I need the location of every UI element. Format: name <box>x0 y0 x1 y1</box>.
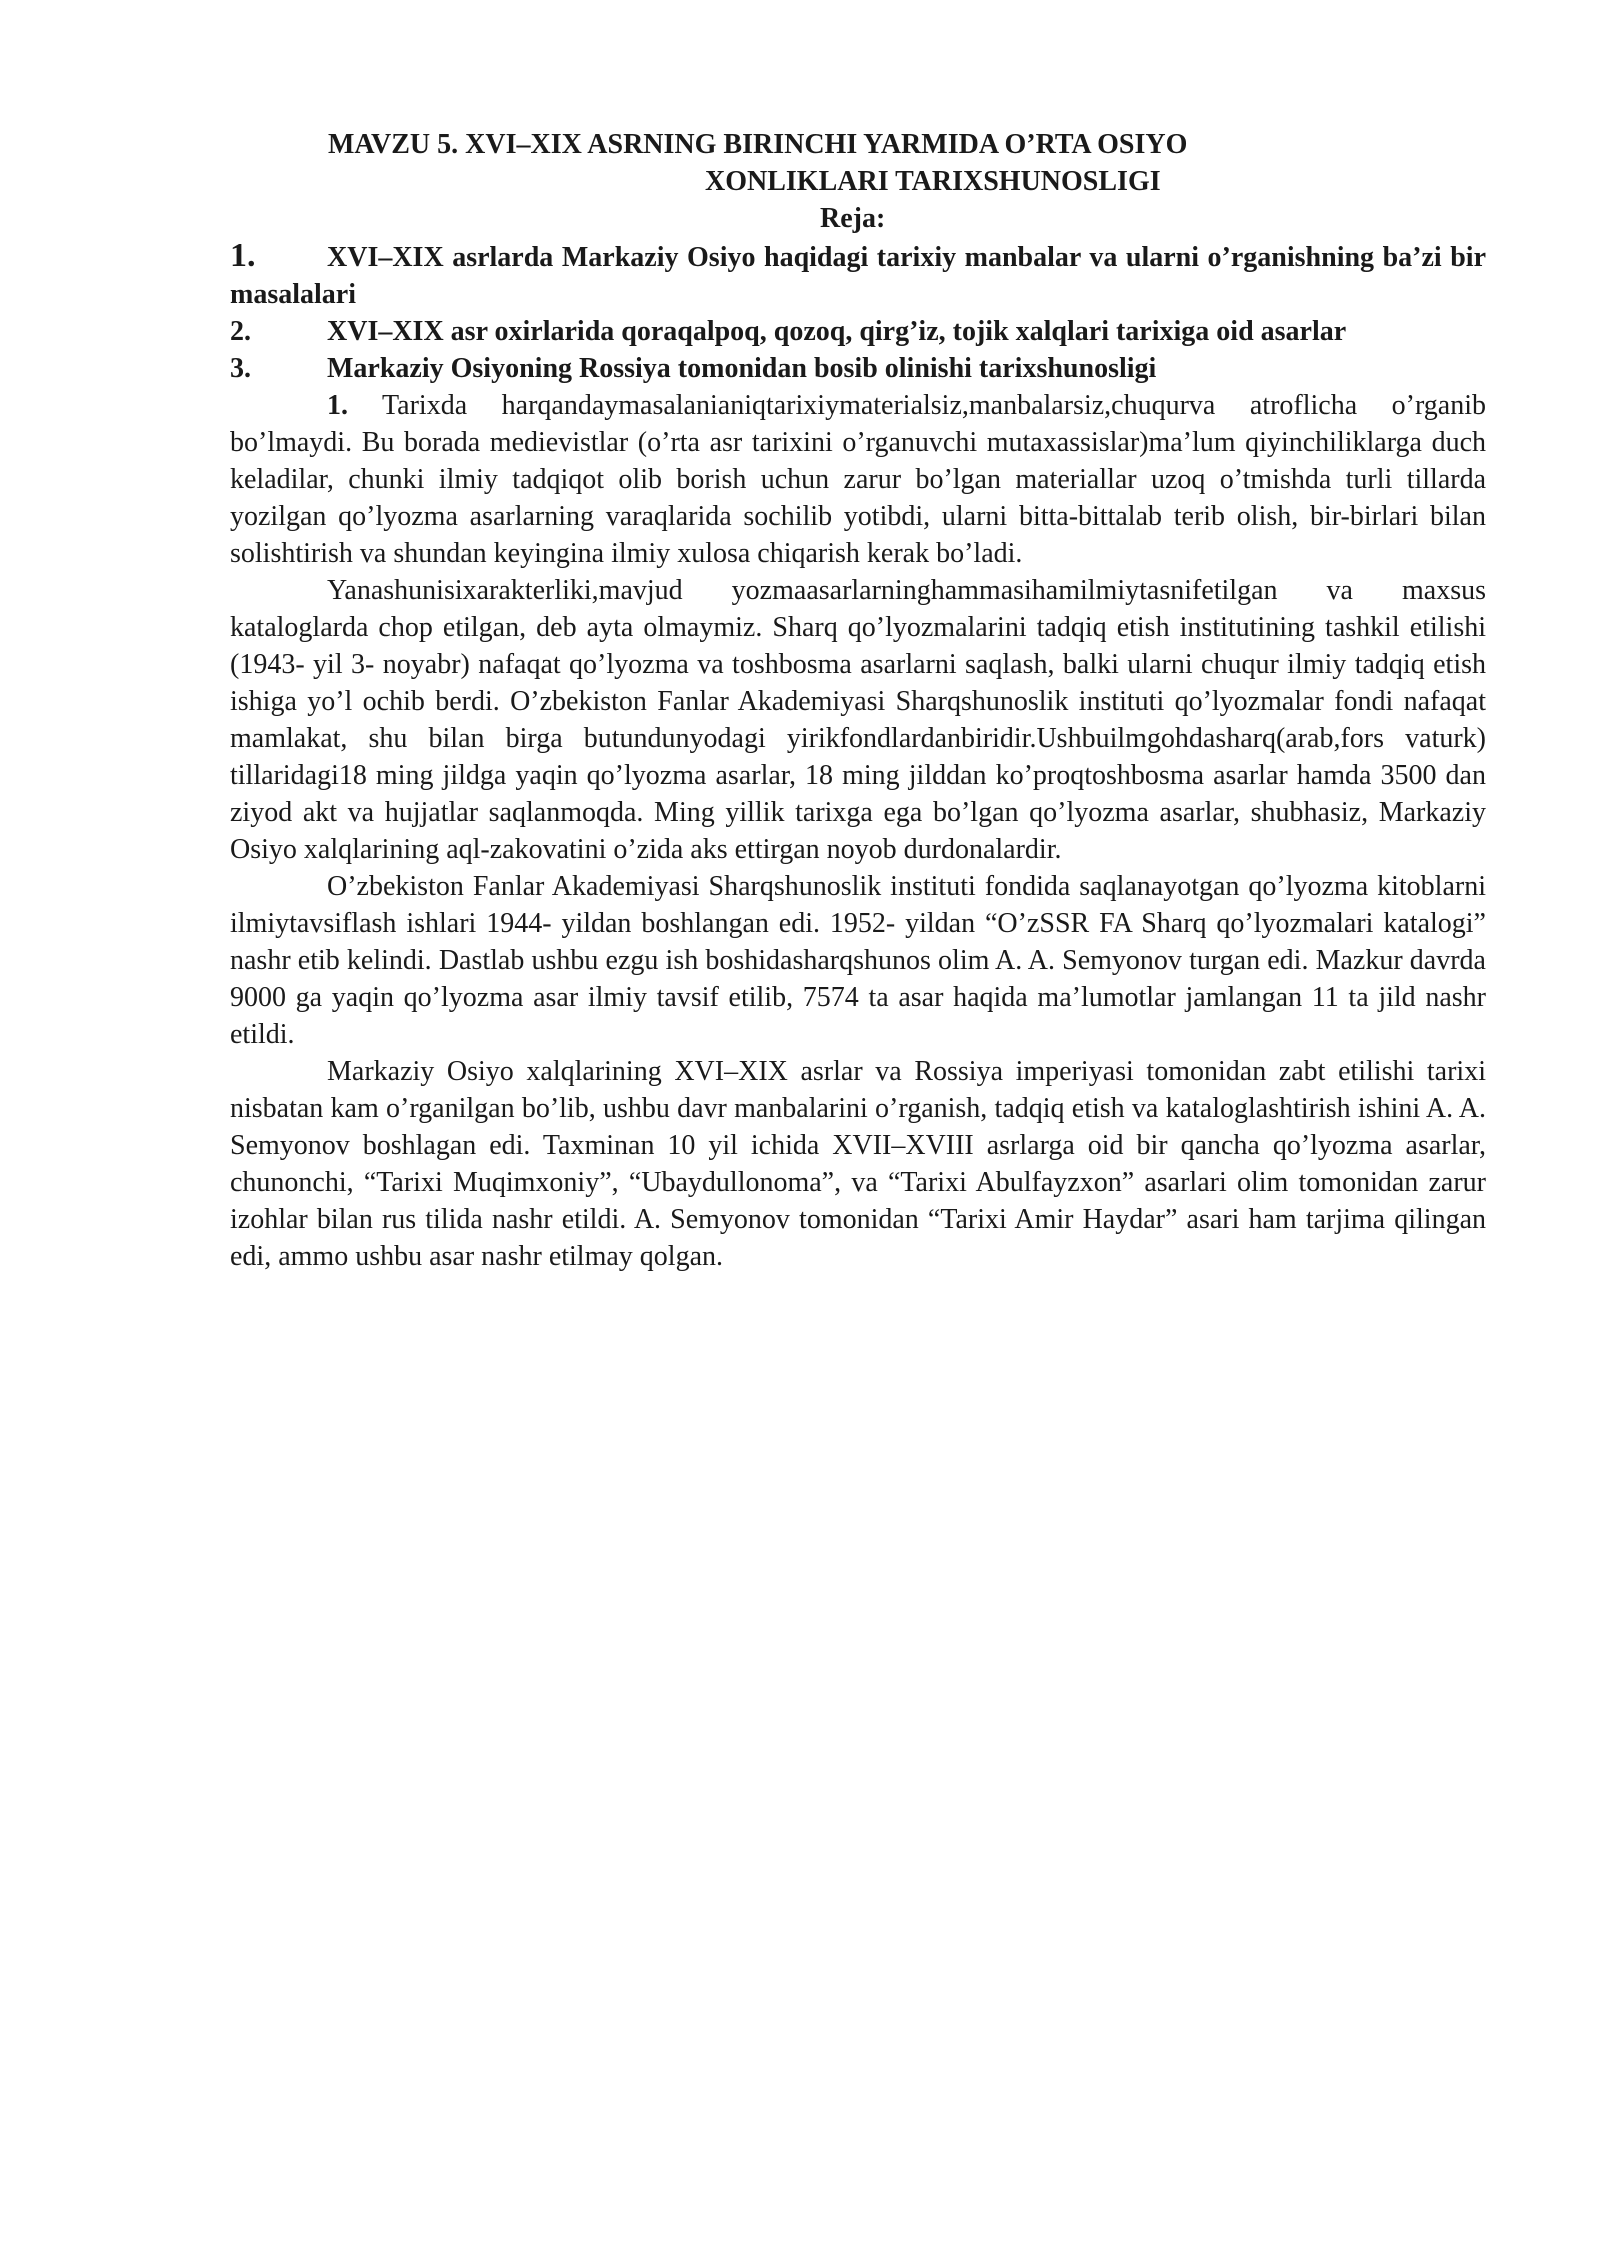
plan-item-3 <box>230 350 1486 387</box>
document-page <box>230 126 1486 1275</box>
body-paragraph-4 <box>230 1053 1486 1275</box>
title-line-1: MAVZU 5. XVI–XIX ASRNING BIRINCHI YARMIDA O’RTA OSIYO <box>328 129 1188 160</box>
paragraph-text: Yanashunisixarakterliki,mavjud yozmaasarlarninghammasihamilmiytasnifetilgan va maxsus kataloglarda chop etilgan, deb ayta olmaymiz. Sharq qo’lyozmalarini tadqiq etish institutining tashkil etilishi (1943- yil 3- noyabr) nafaqat qo’lyozma va toshbosma asarlarni saqlash, balki ularni chuqur ilmiy tadqiq etish ishiga yo’l ochib berdi. O’zbekiston Fanlar Akademiyasi Sharqshunoslik instituti qo’lyozmalar fondi nafaqat mamlakat, shu bilan birga butundunyodagi yirikfondlardanbiridir.Ushbuilmgohdasharq(arab,fors vaturk) tillaridagi18 ming jildga yaqin qo’lyozma asarlar, 18 ming jilddan ko’proqtoshbosma asarlar hamda 3500 dan ziyod akt va hujjatlar saqlanmoqda. Ming yillik tarixga ega bo’lgan qo’lyozma asarlar, shubhasiz, Markaziy Osiyo xalqlarining aql-zakovatini o’zida aks ettirgan noyob durdonalardir. <box>230 575 1486 865</box>
plan-item-text: XVI–XIX asr oxirlarida qoraqalpoq, qozoq, qirg’iz, tojik xalqlari tarixiga oid asarlar <box>327 316 1347 347</box>
title-line-2: XONLIKLARI TARIXSHUNOSLIGI <box>705 166 1161 197</box>
plan-item-number: 2. <box>230 316 251 347</box>
body-paragraph-2 <box>230 572 1486 868</box>
plan-item-2 <box>230 313 1486 350</box>
plan-heading: Reja: <box>820 203 886 234</box>
plan-item-text: XVI–XIX asrlarda Markaziy Osiyo haqidagi tarixiy manbalar va ularni o’rganishning ba’zi bir masalalari <box>230 242 1486 310</box>
plan-item-text: Markaziy Osiyoning Rossiya tomonidan bosib olinishi tarixshunosligi <box>327 353 1157 384</box>
plan-item-number: 3. <box>230 353 251 384</box>
body-paragraph-1 <box>230 387 1486 572</box>
body-paragraph-3 <box>230 868 1486 1053</box>
paragraph-text: O’zbekiston Fanlar Akademiyasi Sharqshunoslik instituti fondida saqlanayotgan qo’lyozma kitoblarni ilmiytavsiflash ishlari 1944- yildan boshlangan edi. 1952- yildan “O’zSSR FA Sharq qo’lyozmalari katalogi” nashr etib kelindi. Dastlab ushbu ezgu ish boshidasharqshunos olim A. A. Semyonov turgan edi. Mazkur davrda 9000 ga yaqin qo’lyozma asar ilmiy tavsif etilib, 7574 ta asar haqida ma’lumotlar jamlangan 11 ta jild nashr etildi. <box>230 871 1486 1050</box>
paragraph-lead-number: 1. <box>327 390 348 421</box>
plan-item-number: 1. <box>230 237 256 274</box>
document-title <box>230 126 1486 200</box>
paragraph-text: Markaziy Osiyo xalqlarining XVI–XIX asrlar va Rossiya imperiyasi tomonidan zabt etilishi tarixi nisbatan kam o’rganilgan bo’lib, ushbu davr manbalarini o’rganish, tadqiq etish va kataloglashtirish ishini A. A. Semyonov boshlagan edi. Taxminan 10 yil ichida XVII–XVIII asrlarga oid bir qancha qo’lyozma asarlar, chunonchi, “Tarixi Muqimxoniy”, “Ubaydullonoma”, va “Tarixi Abulfayzxon” asarlari olim tomonidan zarur izohlar bilan rus tilida nashr etildi. A. Semyonov tomonidan “Tarixi Amir Haydar” asari ham tarjima qilingan edi, ammo ushbu asar nashr etilmay qolgan. <box>230 1056 1486 1272</box>
paragraph-text: Tarixda harqandaymasalanianiqtarixiymaterialsiz,manbalarsiz,chuqurva atroflicha o’rganib bo’lmaydi. Bu borada medievistlar (o’rta asr tarixini o’rganuvchi mutaxassislar)ma’lum qiyinchiliklarga duch keladilar, chunki ilmiy tadqiqot olib borish uchun zarur bo’lgan materiallar uzoq o’tmishda turli tillarda yozilgan qo’lyozma asarlarning varaqlarida sochilib yotibdi, ularni bitta-bittalab terib olish, bir-birlari bilan solishtirish va shundan keyingina ilmiy xulosa chiqarish kerak bo’ladi. <box>230 390 1486 569</box>
plan-item-1 <box>230 237 1486 313</box>
